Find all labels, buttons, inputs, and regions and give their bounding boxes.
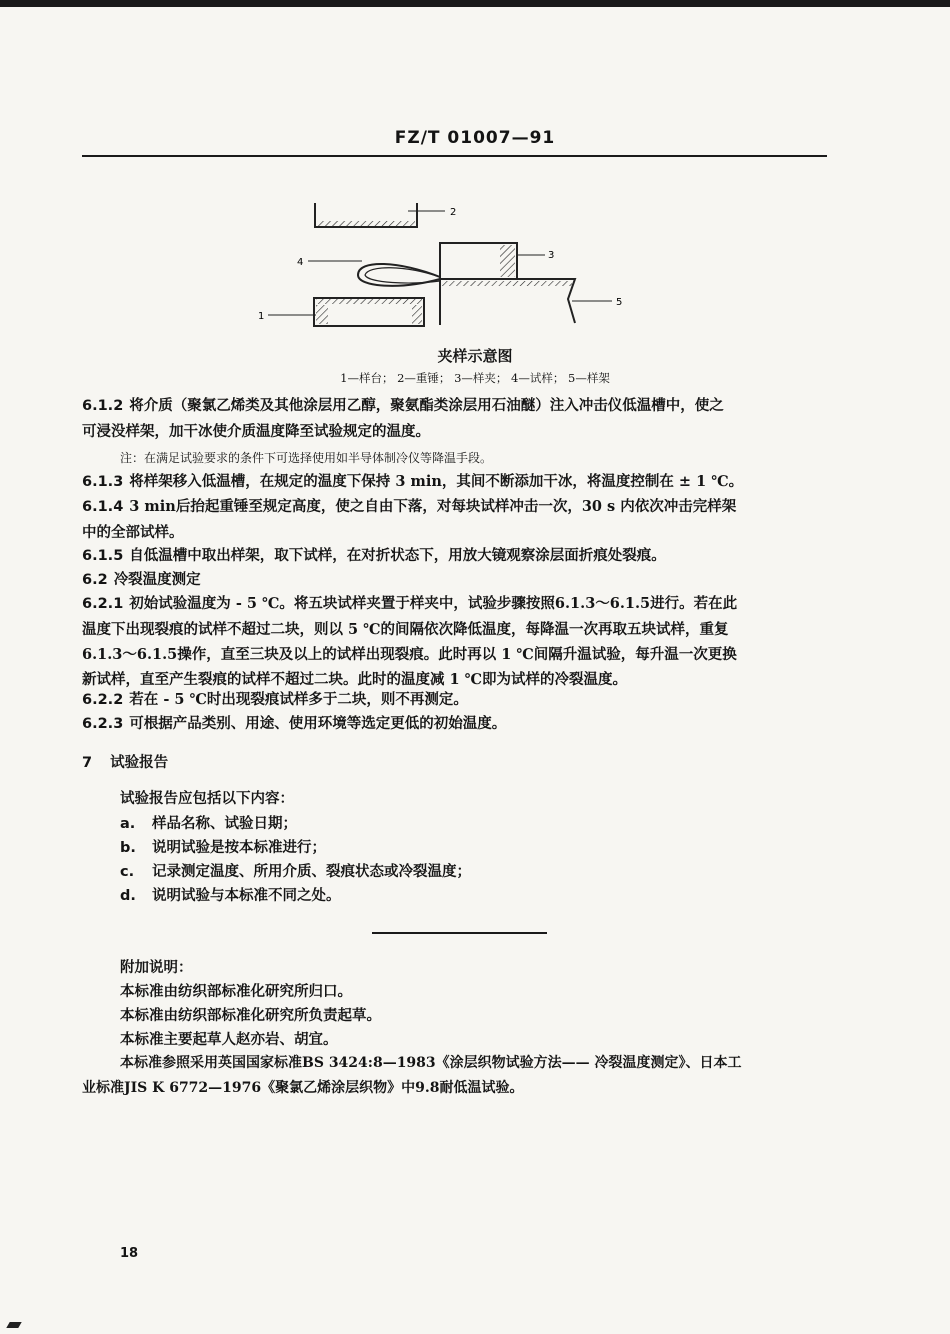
para-6-2-2: 6.2.2 若在 - 5 ℃时出现裂痕试样多于二块，则不再测定。 xyxy=(82,691,468,708)
appendix-line-2: 本标准由纺织部标准化研究所负责起草。 xyxy=(120,1007,381,1024)
appendix-reference: 本标准参照采用英国国家标准BS 3424:8—1983《涂层织物试验方法—— 冷裂温度测定》、日本工 业标准JIS K 6772—1976《聚氯乙烯涂层织物》中9.8耐低温试验。 xyxy=(82,1055,742,1096)
heading-6-2: 6.2 冷裂温度测定 xyxy=(82,571,201,588)
para-6-1-5: 6.1.5 自低温槽中取出样架，取下试样，在对折状态下，用放大镜观察涂层面折痕处裂痕。 xyxy=(82,547,666,564)
label-4: 4 xyxy=(297,257,304,268)
table-shape xyxy=(268,298,424,326)
note: 注：在满足试验要求的条件下可选择使用如半导体制冷仪等降温手段。 xyxy=(120,451,493,465)
label-5: 5 xyxy=(616,297,623,308)
label-1: 1 xyxy=(258,311,265,322)
header-rule xyxy=(82,155,827,157)
clamp-shape xyxy=(440,243,545,279)
standard-code: FZ/T 01007—91 xyxy=(394,128,556,148)
para-6-1-2: 6.1.2 将介质（聚氯乙烯类及其他涂层用乙醇，聚氨酯类涂层用石油醚）注入冲击仪低温槽中，使之 可浸没样架，加干冰使介质温度降至试验规定的温度。 xyxy=(82,397,724,440)
figure-legend: 1—样台； 2—重锤； 3—样夹； 4—试样； 5—样架 xyxy=(340,371,610,385)
appendix-line-3: 本标准主要起草人赵亦岩、胡宜。 xyxy=(120,1031,338,1048)
holder-shape xyxy=(440,279,612,325)
appendix-title: 附加说明： xyxy=(120,959,193,976)
appendix-line-1: 本标准由纺织部标准化研究所归口。 xyxy=(120,983,352,1000)
report-intro: 试验报告应包括以下内容： xyxy=(120,790,294,807)
label-3: 3 xyxy=(548,250,555,261)
para-6-1-3: 6.1.3 将样架移入低温槽，在规定的温度下保持 3 min，其间不断添加干冰，将温度控制在 ± 1 ℃。 xyxy=(82,473,744,490)
sample-loop xyxy=(308,261,440,286)
para-6-2-1: 6.2.1 初始试验温度为 - 5 ℃。将五块试样夹置于样夹中，试验步骤按照6.1.3～6.1.5进行。若在此 温度下出现裂痕的试样不超过二块，则以 5 ℃的间隔依次降低温度，每降温一次再取五块试样，重复 6.1.3～6.1.5操作，直至三块及以上的试样出现裂痕。此时再以 1 ℃间隔升温试验，每升温一次更换 新试样，直至产生裂痕的试样不超过二块。此时的温度减 1 ℃即为试样的冷裂温度。 xyxy=(82,595,738,688)
corner-mark xyxy=(6,1322,21,1328)
heading-7: 7 试验报告 xyxy=(82,754,169,771)
weight-shape xyxy=(315,203,445,227)
para-6-1-4: 6.1.4 3 min后抬起重锤至规定高度，使之自由下落，对每块试样冲击一次，30 s 内依次冲击完样架 中的全部试样。 xyxy=(82,498,737,541)
report-item-b: b. 说明试验是按本标准进行； xyxy=(120,839,326,856)
page-number: 18 xyxy=(120,1246,139,1261)
label-2: 2 xyxy=(450,207,457,218)
section-divider xyxy=(372,932,547,934)
report-item-c: c. 记录测定温度、所用介质、裂痕状态或冷裂温度； xyxy=(120,863,471,880)
top-border xyxy=(0,0,950,7)
report-item-a: a. 样品名称、试验日期； xyxy=(120,815,297,832)
clamp-diagram xyxy=(250,195,650,345)
report-item-d: d. 说明试验与本标准不同之处。 xyxy=(120,887,341,904)
figure-caption: 夹样示意图 xyxy=(437,347,513,365)
para-6-2-3: 6.2.3 可根据产品类别、用途、使用环境等选定更低的初始温度。 xyxy=(82,715,507,732)
